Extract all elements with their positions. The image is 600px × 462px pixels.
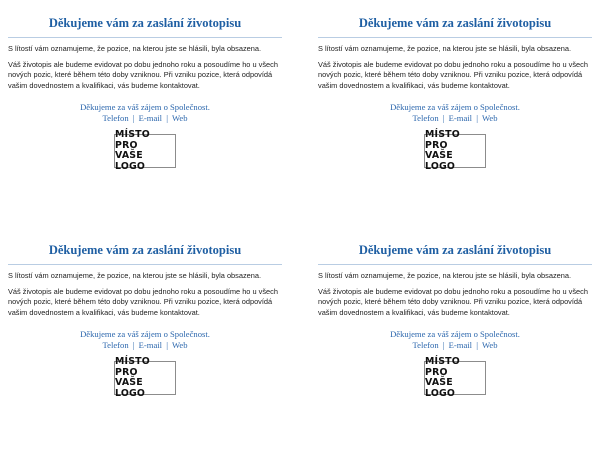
contact-web[interactable]: Web xyxy=(481,339,498,350)
card-paragraph-details: Váš životopis ale budeme evidovat po dobu jednoho roku a posoudíme ho u všech nových pozic, které během této doby vzniknou. Při vzniku pozice, která odpovídá vašim dovednostem a kvalifikaci, vás budeme kontaktovat. xyxy=(8,286,278,317)
title-divider xyxy=(8,264,282,265)
card-paragraph-notice: S lítostí vám oznamujeme, že pozice, na kterou jste se hlásili, byla obsazena. xyxy=(318,44,572,53)
contact-web[interactable]: Web xyxy=(171,112,188,123)
contact-email[interactable]: E-mail xyxy=(448,339,473,350)
logo-placeholder-line2: VAŠE LOGO xyxy=(115,377,146,399)
contact-phone[interactable]: Telefon xyxy=(102,112,129,123)
logo-placeholder-line1: MÍSTO PRO xyxy=(115,129,150,151)
contact-email[interactable]: E-mail xyxy=(448,112,473,123)
rejection-card xyxy=(8,243,282,448)
card-title: Děkujeme vám za zaslání životopisu xyxy=(48,243,242,257)
card-paragraph-notice: S lítostí vám oznamujeme, že pozice, na kterou jste se hlásili, byla obsazena. xyxy=(8,271,262,280)
rejection-card xyxy=(318,243,592,448)
logo-placeholder-line2: VAŠE LOGO xyxy=(425,377,456,399)
card-title: Děkujeme vám za zaslání životopisu xyxy=(48,16,242,30)
contact-separator: | xyxy=(442,339,445,350)
contact-separator: | xyxy=(166,339,168,350)
title-divider xyxy=(8,37,282,38)
thanks-line: Děkujeme za váš zájem o Společnost. xyxy=(80,329,210,339)
contact-separator: | xyxy=(166,112,168,123)
logo-placeholder[interactable] xyxy=(114,356,176,399)
contact-line xyxy=(318,113,592,124)
contact-separator: | xyxy=(476,339,478,350)
card-paragraph-details: Váš životopis ale budeme evidovat po dobu jednoho roku a posoudíme ho u všech nových pozic, které během této doby vzniknou. Při vzniku pozice, která odpovídá vašim dovednostem a kvalifikaci, vás budeme kontaktovat. xyxy=(8,59,278,90)
logo-placeholder-line1: MÍSTO PRO xyxy=(425,129,460,151)
contact-phone[interactable]: Telefon xyxy=(412,112,439,123)
card-paragraph-notice: S lítostí vám oznamujeme, že pozice, na kterou jste se hlásili, byla obsazena. xyxy=(318,271,572,280)
rejection-card xyxy=(8,16,282,221)
card-paragraph-notice: S lítostí vám oznamujeme, že pozice, na kterou jste se hlásili, byla obsazena. xyxy=(8,44,262,53)
title-divider xyxy=(318,264,592,265)
contact-line xyxy=(8,113,282,124)
card-paragraph-details: Váš životopis ale budeme evidovat po dobu jednoho roku a posoudíme ho u všech nových pozic, které během této doby vzniknou. Při vzniku pozice, která odpovídá vašim dovednostem a kvalifikaci, vás budeme kontaktovat. xyxy=(318,59,588,90)
contact-phone[interactable]: Telefon xyxy=(412,339,439,350)
contact-line xyxy=(8,340,282,351)
logo-placeholder[interactable] xyxy=(114,129,176,172)
thanks-line: Děkujeme za váš zájem o Společnost. xyxy=(390,329,520,339)
card-title: Děkujeme vám za zaslání životopisu xyxy=(358,243,552,257)
contact-separator: | xyxy=(132,112,135,123)
contact-web[interactable]: Web xyxy=(171,339,188,350)
title-divider xyxy=(318,37,592,38)
logo-placeholder[interactable] xyxy=(424,356,486,399)
contact-separator: | xyxy=(476,112,478,123)
contact-separator: | xyxy=(442,112,445,123)
logo-placeholder-line2: VAŠE LOGO xyxy=(425,150,456,172)
contact-web[interactable]: Web xyxy=(481,112,498,123)
logo-placeholder-line2: VAŠE LOGO xyxy=(115,150,146,172)
rejection-card xyxy=(318,16,592,221)
contact-phone[interactable]: Telefon xyxy=(102,339,129,350)
logo-placeholder[interactable] xyxy=(424,129,486,172)
contact-line xyxy=(318,340,592,351)
card-paragraph-details: Váš životopis ale budeme evidovat po dobu jednoho roku a posoudíme ho u všech nových pozic, které během této doby vzniknou. Při vzniku pozice, která odpovídá vašim dovednostem a kvalifikaci, vás budeme kontaktovat. xyxy=(318,286,588,317)
contact-email[interactable]: E-mail xyxy=(138,112,163,123)
logo-placeholder-line1: MÍSTO PRO xyxy=(115,356,150,378)
thanks-line: Děkujeme za váš zájem o Společnost. xyxy=(390,102,520,112)
thanks-line: Děkujeme za váš zájem o Společnost. xyxy=(80,102,210,112)
card-title: Děkujeme vám za zaslání životopisu xyxy=(358,16,552,30)
contact-email[interactable]: E-mail xyxy=(138,339,163,350)
logo-placeholder-line1: MÍSTO PRO xyxy=(425,356,460,378)
contact-separator: | xyxy=(132,339,135,350)
